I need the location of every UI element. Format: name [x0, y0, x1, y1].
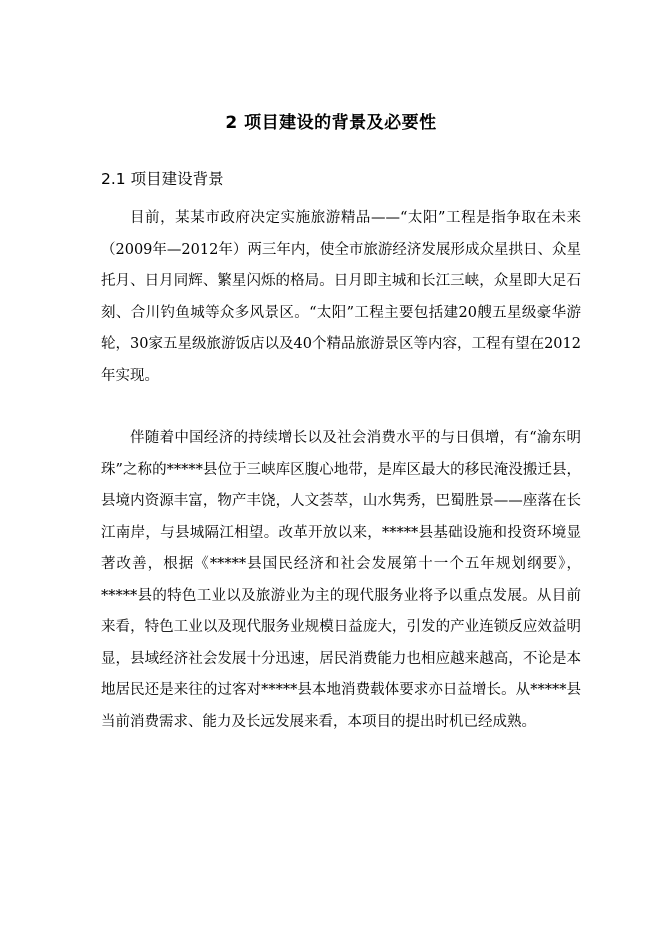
chapter-title: 2 项目建设的背景及必要性	[225, 113, 437, 133]
paragraph-background-sun-project: 目前，某某市政府决定实施旅游精品——“太阳”工程是指争取在未来（2009年—2012年）两三年内，使全市旅游经济发展形成众星拱日、众星托月、日月同辉、繁星闪烁的格局。日月即主城和长江三峡，众星即大足石刻、合川钓鱼城等众多风景区。“太阳”工程主要包括建20艘五星级豪华游轮，30家五星级旅游饭店以及40个精品旅游景区等内容，工程有望在2012年实现。	[101, 210, 581, 384]
paragraph-county-development: 伴随着中国经济的持续增长以及社会消费水平的与日俱增，有“渝东明珠”之称的*****县位于三峡库区腹心地带，是库区最大的移民淹没搬迁县，县境内资源丰富，物产丰饶，人文荟萃，山水隽秀，巴蜀胜景——座落在长江南岸，与县城隔江相望。改革开放以来，*****县基础设施和投资环境显著改善，根据《*****县国民经济和社会发展第十一个五年规划纲要》，*****县的特色工业以及旅游业为主的现代服务业将予以重点发展。从目前来看，特色工业以及现代服务业规模日益庞大，引发的产业连锁反应效益明显，县域经济社会发展十分迅速，居民消费能力也相应越来越高，不论是本地居民还是来往的过客对*****县本地消费载体要求亦日益增长。从*****县当前消费需求、能力及长远发展来看，本项目的提出时机已经成熟。	[101, 430, 581, 730]
section-title: 2.1 项目建设背景	[101, 170, 224, 188]
